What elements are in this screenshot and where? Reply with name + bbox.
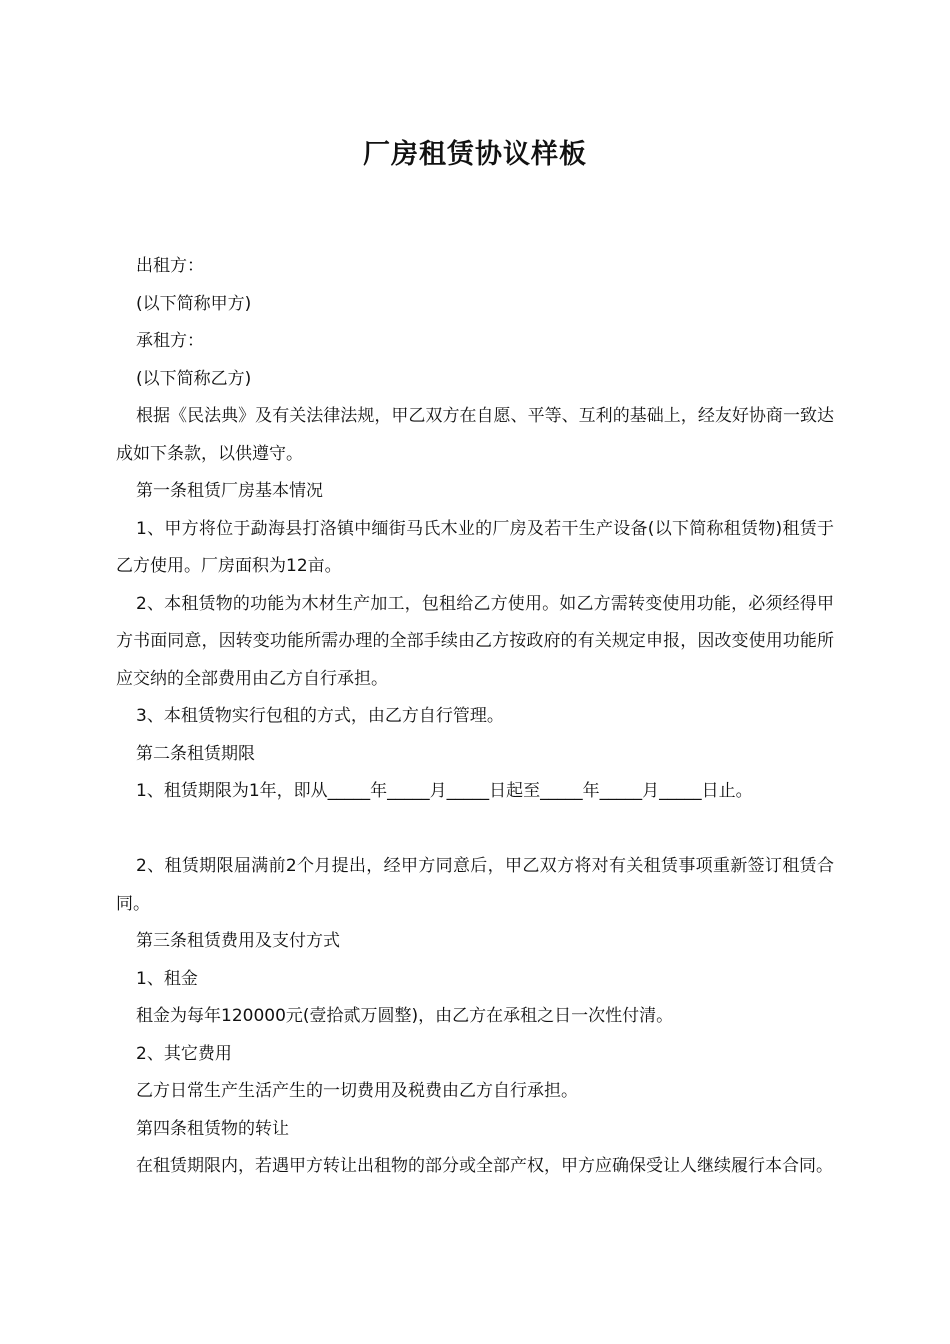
lessor-line: 出租方： [136, 256, 204, 276]
article-1-clause-3: 3、本租赁物实行包租的方式，由乙方自行管理。 [136, 706, 504, 726]
article-2-clause-1: 1、租赁期限为1年，即从_____年_____月_____日起至_____年_____月_____日止。 [136, 781, 753, 801]
article-3-rent-label: 1、租金 [136, 968, 198, 989]
article-3-heading: 第三条租赁费用及支付方式 [136, 931, 340, 951]
article-3-other-fees-text: 乙方日常生产生活产生的一切费用及税费由乙方自行承担。 [136, 1081, 578, 1101]
preamble-paragraph: 根据《民法典》及有关法律法规，甲乙双方在自愿、平等、互利的基础上，经友好协商一致达成如下条款，以供遵守。 [116, 406, 834, 464]
lessee-alias: (以下简称乙方) [136, 368, 252, 389]
document-title: 厂房租赁协议样板 [363, 139, 587, 170]
article-1-clause-2: 2、本租赁物的功能为木材生产加工，包租给乙方使用。如乙方需转变使用功能，必须经得甲方书面同意，因转变功能所需办理的全部手续由乙方按政府的有关规定申报，因改变使用功能所应交纳的全部费用由乙方自行承担。 [116, 593, 834, 689]
article-1-clause-1: 1、甲方将位于勐海县打洛镇中缅街马氏木业的厂房及若干生产设备(以下简称租赁物)租赁于乙方使用。厂房面积为12亩。 [116, 518, 834, 576]
article-2-clause-2: 2、租赁期限届满前2个月提出，经甲方同意后，甲乙双方将对有关租赁事项重新签订租赁合同。 [116, 856, 834, 914]
article-3-other-fees-label: 2、其它费用 [136, 1043, 232, 1064]
article-4-text: 在租赁期限内，若遇甲方转让出租物的部分或全部产权，甲方应确保受让人继续履行本合同。 [136, 1156, 833, 1176]
article-3-rent-text: 租金为每年120000元(壹拾贰万圆整)，由乙方在承租之日一次性付清。 [136, 1006, 674, 1026]
lessee-line: 承租方： [136, 331, 204, 351]
article-1-heading: 第一条租赁厂房基本情况 [136, 481, 323, 501]
document-body [116, 248, 834, 1186]
lessor-alias: (以下简称甲方) [136, 293, 252, 314]
article-2-heading: 第二条租赁期限 [136, 743, 255, 764]
article-4-heading: 第四条租赁物的转让 [136, 1118, 289, 1139]
